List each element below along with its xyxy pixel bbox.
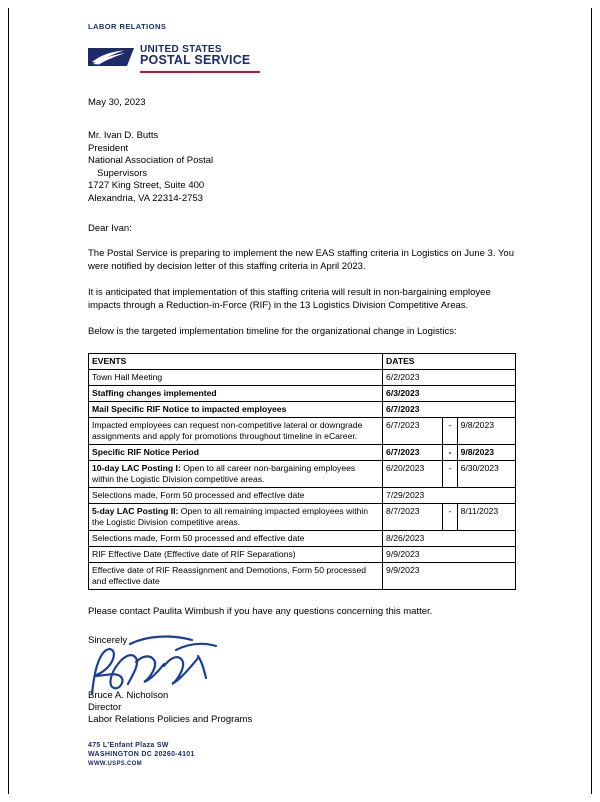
cell-date-start: 9/9/2023 bbox=[383, 546, 516, 562]
handwritten-signature-icon bbox=[80, 632, 240, 704]
table-row bbox=[89, 417, 516, 444]
cell-date-end: 8/11/2023 bbox=[457, 503, 515, 530]
recipient-org-line2: Supervisors bbox=[97, 167, 148, 179]
usps-wordmark-line2: POSTAL SERVICE bbox=[140, 53, 251, 67]
cell-date-dash: - bbox=[443, 460, 457, 487]
department-heading: LABOR RELATIONS bbox=[88, 22, 167, 31]
cell-event bbox=[89, 503, 383, 530]
signature-area bbox=[88, 648, 516, 725]
table-row bbox=[89, 444, 516, 460]
cell-date-start: 6/7/2023 bbox=[383, 417, 443, 444]
cell-date-end: 6/30/2023 bbox=[457, 460, 515, 487]
cell-event: Mail Specific RIF Notice to impacted employees bbox=[89, 401, 383, 417]
footer-website: WWW.USPS.COM bbox=[88, 761, 142, 767]
footer-address: 475 L'Enfant Plaza SW bbox=[88, 742, 169, 749]
cell-event: RIF Effective Date (Effective date of RIF Separations) bbox=[89, 546, 383, 562]
cell-date-end: 9/8/2023 bbox=[457, 444, 515, 460]
cell-event-rest: Open to all career non-bargaining employees within the Logistic Division competitive areas. bbox=[92, 462, 356, 484]
column-header-dates: DATES bbox=[383, 353, 516, 369]
cell-date-start: 6/2/2023 bbox=[383, 369, 516, 385]
page-right-rule bbox=[591, 8, 592, 794]
closing-paragraph: Please contact Paulita Wimbush if you have any questions concerning this matter. bbox=[88, 605, 433, 617]
signer-title-line2: Labor Relations Policies and Programs bbox=[88, 713, 253, 725]
cell-event: Town Hall Meeting bbox=[89, 369, 383, 385]
cell-event bbox=[89, 460, 383, 487]
table-header-row bbox=[89, 353, 516, 369]
table-body bbox=[89, 369, 516, 589]
salutation: Dear Ivan: bbox=[88, 223, 132, 234]
usps-letterhead-logo bbox=[88, 43, 516, 77]
column-header-events: EVENTS bbox=[89, 353, 383, 369]
table-row bbox=[89, 503, 516, 530]
signer-title-line1: Director bbox=[88, 701, 122, 713]
cell-date-start: 6/3/2023 bbox=[383, 385, 516, 401]
body-paragraph-2: It is anticipated that implementation of this staffing criteria will result in non-bargaining employee impacts through a Reduction-in-Force (RIF) in the 13 Logistics Division Competitive Areas. bbox=[88, 287, 491, 311]
cell-event-lead: 5-day LAC Posting II: bbox=[92, 505, 179, 516]
recipient-city-state-zip: Alexandria, VA 22314-2753 bbox=[88, 192, 203, 204]
recipient-title: President bbox=[88, 142, 129, 154]
body-paragraph-1: The Postal Service is preparing to implement the new EAS staffing criteria in Logistics on June 3. You were notified by decision letter of this staffing criteria in April 2023. bbox=[88, 248, 514, 272]
cell-date-start: 9/9/2023 bbox=[383, 562, 516, 589]
body-paragraph-3: Below is the targeted implementation timeline for the organizational change in Logistics: bbox=[88, 326, 457, 338]
implementation-timeline-table bbox=[88, 353, 516, 590]
page-left-rule bbox=[8, 8, 9, 794]
cell-event: Staffing changes implemented bbox=[89, 385, 383, 401]
table-row bbox=[89, 562, 516, 589]
table-row bbox=[89, 369, 516, 385]
cell-date-start: 8/7/2023 bbox=[383, 503, 443, 530]
cell-date-dash: - bbox=[443, 417, 457, 444]
cell-event-lead: 10-day LAC Posting I: bbox=[92, 462, 181, 473]
cell-event: Specific RIF Notice Period bbox=[89, 444, 383, 460]
cell-date-start: 6/7/2023 bbox=[383, 401, 516, 417]
letter-content bbox=[88, 22, 516, 725]
cell-date-dash: - bbox=[443, 503, 457, 530]
usps-wordmark bbox=[140, 44, 250, 66]
recipient-address-block bbox=[88, 130, 516, 205]
table-row bbox=[89, 460, 516, 487]
cell-event: Impacted employees can request non-competitive lateral or downgrade assignments and apply for promotions throughout timeline in eCareer. bbox=[89, 417, 383, 444]
table-row bbox=[89, 487, 516, 503]
table-row bbox=[89, 385, 516, 401]
closing-sincerely: Sincerely bbox=[88, 634, 128, 646]
letter-date: May 30, 2023 bbox=[88, 97, 146, 108]
table-row bbox=[89, 401, 516, 417]
signer-name: Bruce A. Nicholson bbox=[88, 689, 169, 701]
recipient-org-line1: National Association of Postal bbox=[88, 155, 214, 166]
usps-eagle-icon bbox=[88, 45, 134, 69]
cell-date-start: 6/7/2023 bbox=[383, 444, 443, 460]
recipient-street: 1727 King Street, Suite 400 bbox=[88, 180, 205, 191]
cell-date-dash: - bbox=[443, 444, 457, 460]
usps-red-rule bbox=[140, 71, 260, 73]
footer-city: WASHINGTON DC 20260-4101 bbox=[88, 751, 195, 758]
cell-date-start: 8/26/2023 bbox=[383, 530, 516, 546]
table-row bbox=[89, 530, 516, 546]
cell-event: Selections made, Form 50 processed and effective date bbox=[89, 487, 383, 503]
cell-date-end: 9/8/2023 bbox=[457, 417, 515, 444]
cell-event: Effective date of RIF Reassignment and Demotions, Form 50 processed and effective date bbox=[89, 562, 383, 589]
cell-date-start: 6/20/2023 bbox=[383, 460, 443, 487]
cell-event: Selections made, Form 50 processed and effective date bbox=[89, 530, 383, 546]
recipient-name: Mr. Ivan D. Butts bbox=[88, 130, 159, 141]
cell-event-rest: Open to all remaining impacted employees within the Logistic Division competitive areas. bbox=[92, 505, 369, 527]
letterhead-footer bbox=[88, 742, 388, 767]
usps-wordmark-line1: UNITED STATES bbox=[140, 44, 222, 55]
cell-date-start: 7/29/2023 bbox=[383, 487, 516, 503]
table-row bbox=[89, 546, 516, 562]
